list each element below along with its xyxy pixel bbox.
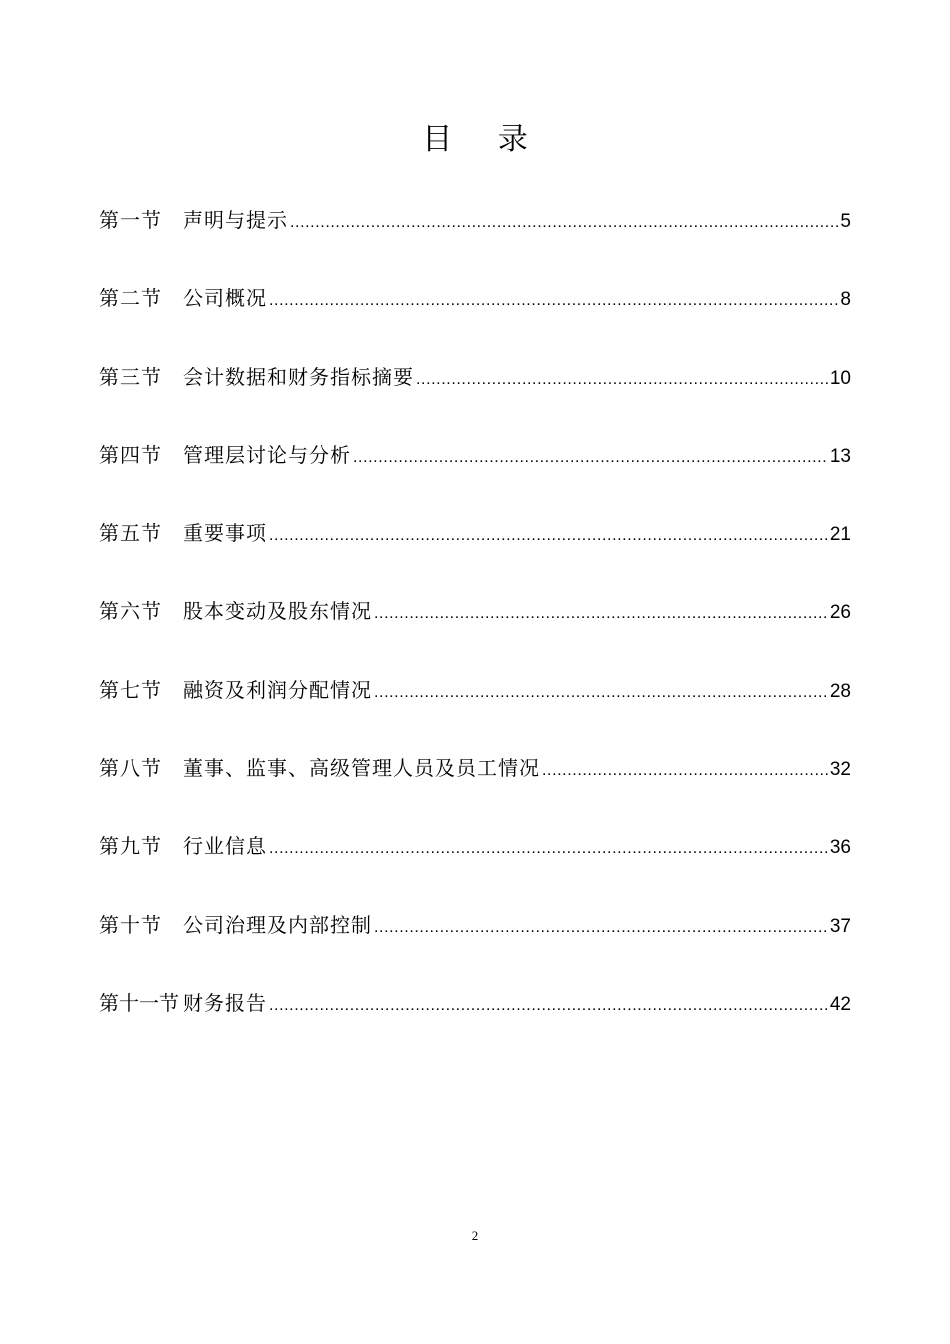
toc-page-number: 21: [829, 524, 851, 546]
toc-dot-leader: [269, 827, 828, 871]
toc-section-heading: 股本变动及股东情况: [183, 599, 372, 624]
toc-page-number: 8: [840, 289, 851, 311]
toc-section-number: 第二节: [99, 286, 162, 311]
toc-section-number: 第五节: [99, 521, 162, 546]
toc-section-heading: 行业信息: [183, 834, 267, 859]
toc-section-number: 第九节: [99, 834, 162, 859]
toc-dot-leader: [269, 279, 838, 323]
toc-page-number: 28: [829, 680, 851, 702]
toc-entry[interactable]: [99, 198, 851, 276]
toc-dot-leader: [290, 201, 838, 245]
toc-page-number: 5: [840, 211, 851, 232]
toc-dot-leader: [374, 906, 828, 950]
toc-title: 目 录: [422, 122, 546, 157]
toc-section-heading: 公司概况: [183, 286, 267, 311]
toc-page-number: 42: [829, 993, 851, 1015]
toc-dot-leader: [269, 984, 828, 1028]
toc-dot-leader: [416, 358, 828, 402]
toc-section-heading: 管理层讨论与分析: [183, 442, 351, 467]
toc-section-heading: 会计数据和财务指标摘要: [183, 364, 414, 389]
toc-section-number: 第十节: [99, 912, 162, 937]
toc-section-heading: 融资及利润分配情况: [183, 677, 372, 702]
toc-page-number: 26: [829, 602, 851, 624]
toc-entry[interactable]: [99, 511, 851, 589]
toc-entry[interactable]: [99, 276, 851, 354]
toc-page-number: 32: [829, 759, 851, 781]
toc-entry[interactable]: [99, 824, 851, 902]
toc-section-heading: 公司治理及内部控制: [183, 912, 372, 937]
toc-section-heading: 董事、监事、高级管理人员及员工情况: [183, 756, 540, 781]
toc-section-number: 第七节: [99, 677, 162, 702]
toc-section-number: 第十一节: [99, 990, 179, 1015]
toc-section-heading: 财务报告: [183, 990, 267, 1015]
toc-page-number: 37: [829, 915, 851, 937]
toc-dot-leader: [353, 436, 828, 480]
toc-section-number: 第一节: [99, 208, 162, 232]
table-of-contents: [99, 198, 851, 1059]
toc-dot-leader: [269, 514, 828, 558]
toc-page-number: 13: [829, 445, 851, 467]
toc-section-number: 第四节: [99, 442, 162, 467]
toc-dot-leader: [542, 749, 828, 793]
toc-dot-leader: [374, 671, 828, 715]
toc-entry[interactable]: [99, 433, 851, 511]
toc-section-heading: 声明与提示: [183, 208, 288, 232]
toc-entry[interactable]: [99, 668, 851, 746]
toc-entry[interactable]: [99, 355, 851, 433]
toc-entry[interactable]: [99, 981, 851, 1059]
toc-section-number: 第三节: [99, 364, 162, 389]
toc-page-number: 36: [829, 837, 851, 859]
toc-section-number: 第六节: [99, 599, 162, 624]
toc-entry[interactable]: [99, 746, 851, 824]
toc-section-heading: 重要事项: [183, 521, 267, 546]
page-number: 2: [471, 1228, 479, 1243]
toc-entry[interactable]: [99, 589, 851, 667]
toc-section-number: 第八节: [99, 756, 162, 781]
toc-page-number: 10: [829, 367, 851, 389]
toc-dot-leader: [374, 592, 828, 636]
toc-entry[interactable]: [99, 903, 851, 981]
